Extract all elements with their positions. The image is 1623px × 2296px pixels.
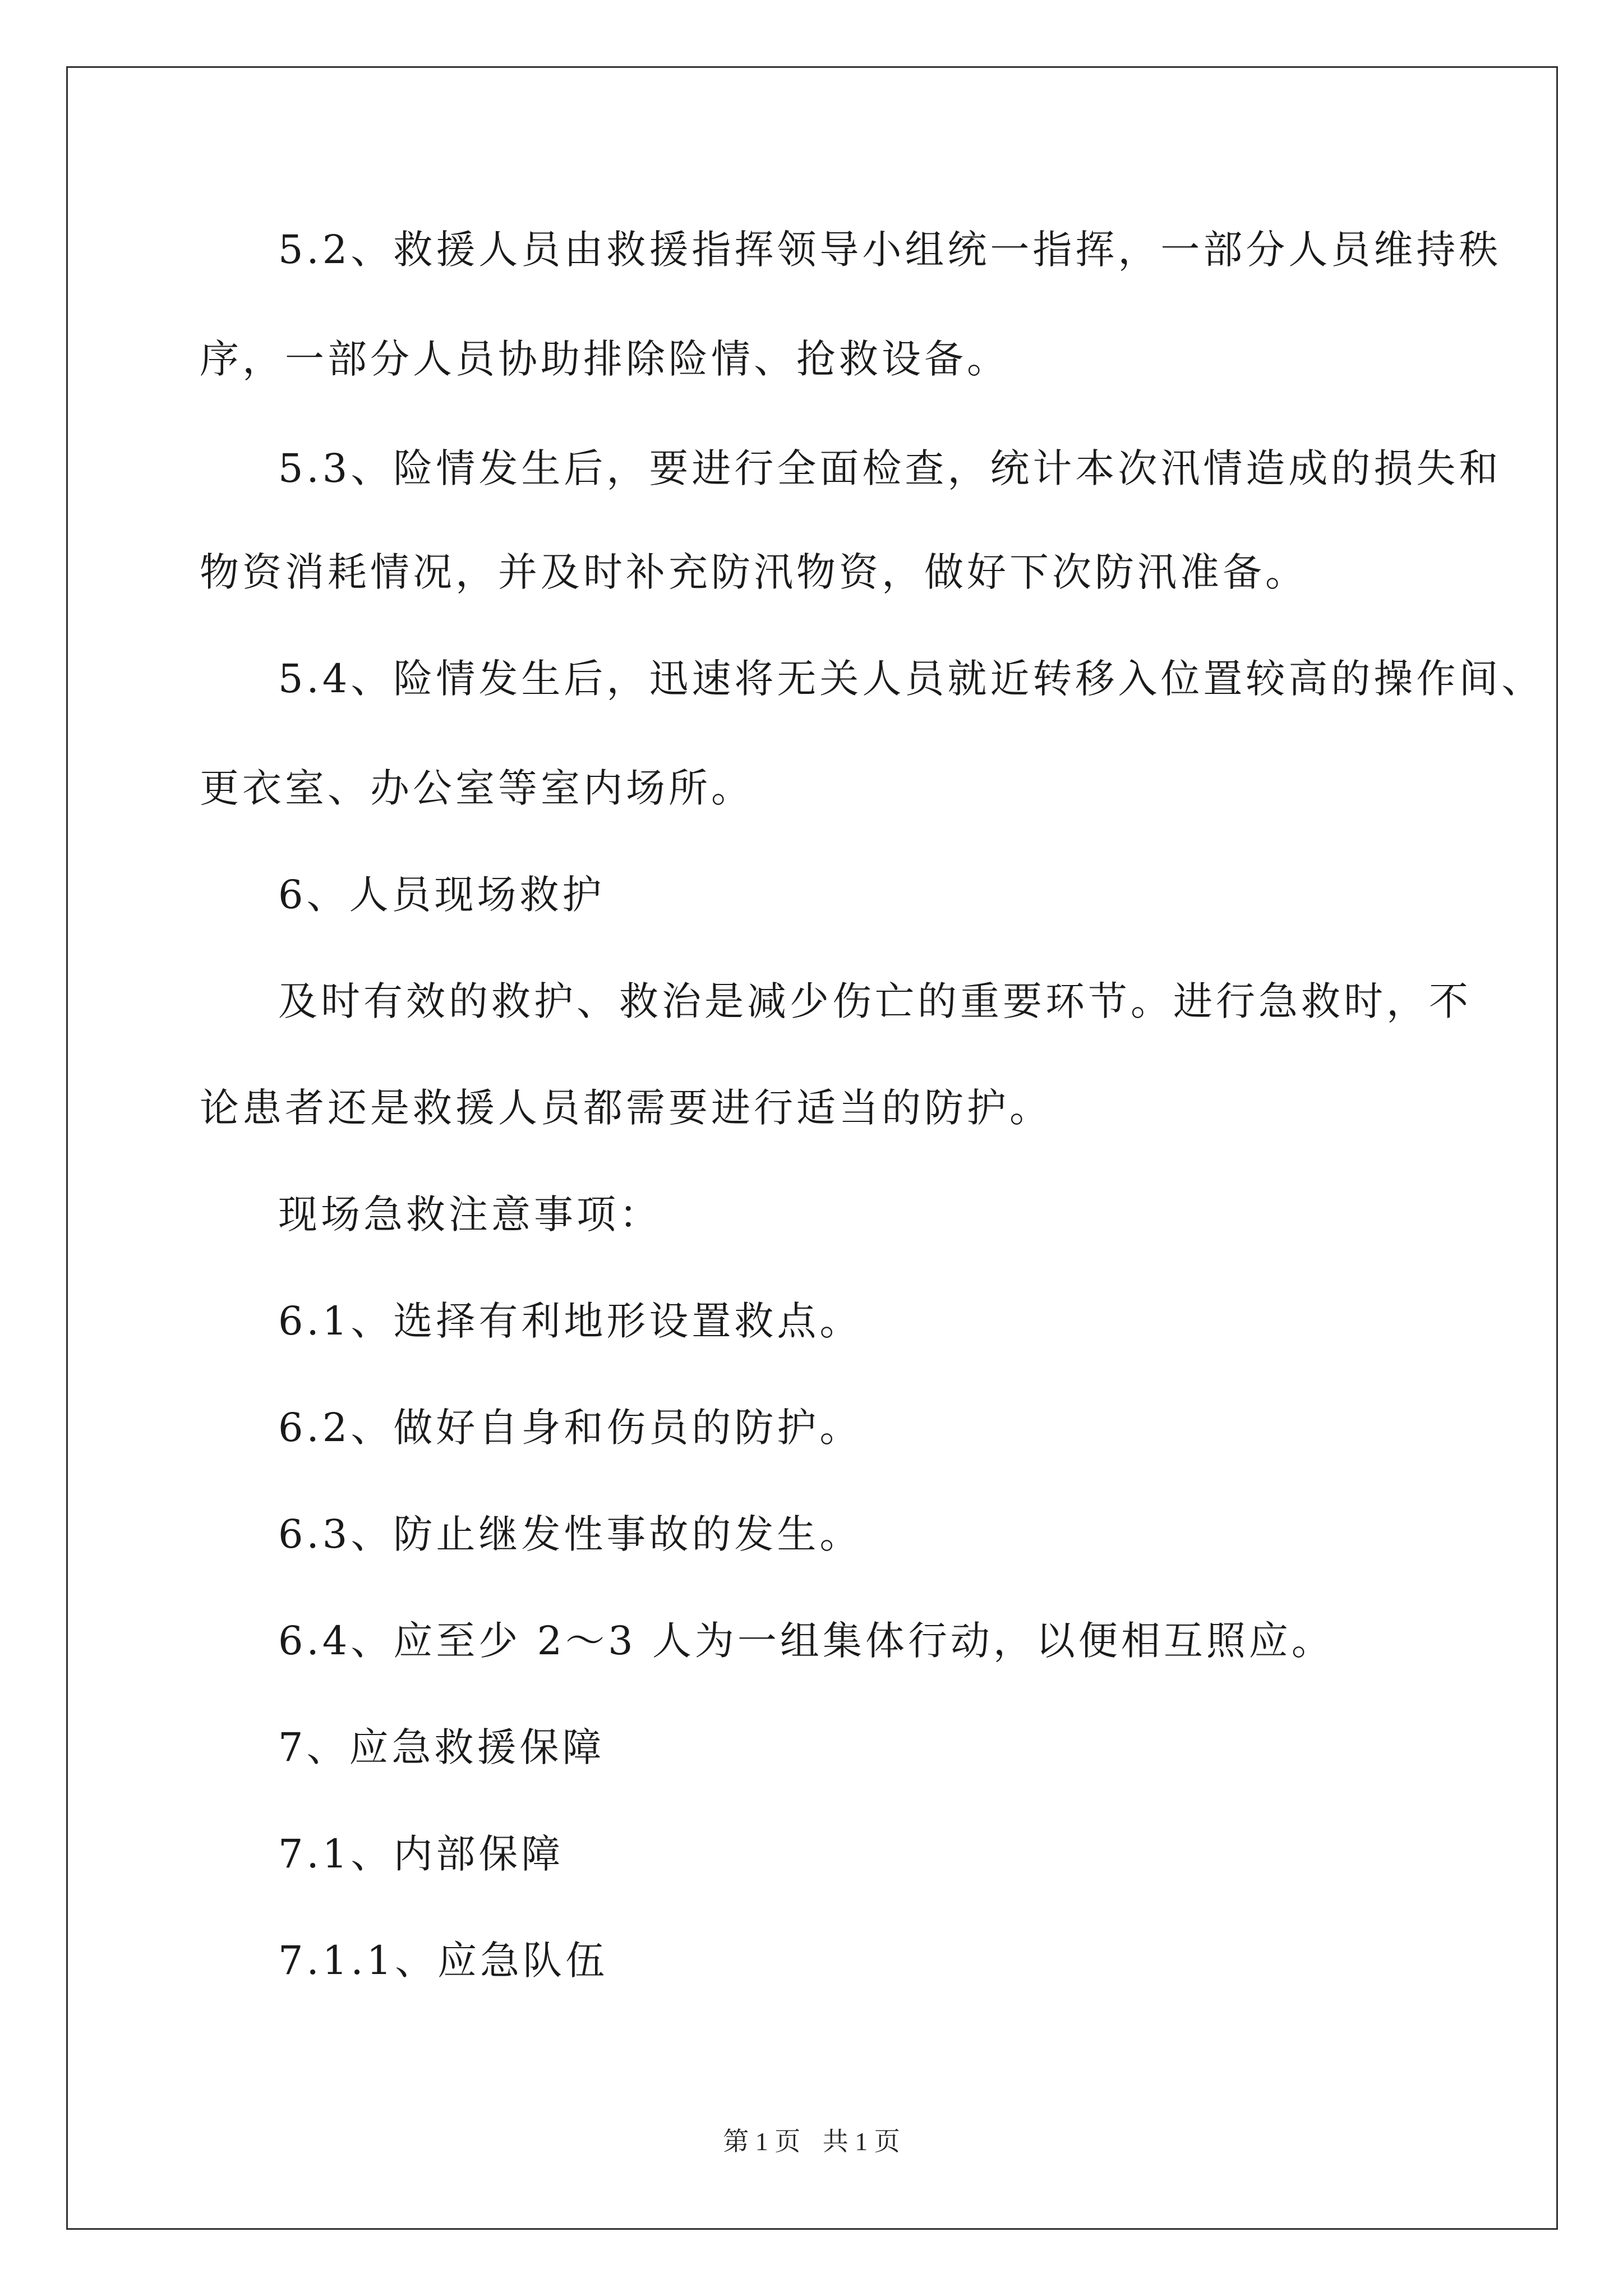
list-item: 6.3、防止继发性事故的发生。 [278,1511,863,1557]
list-item: 6.2、做好自身和伤员的防护。 [278,1405,863,1451]
paragraph-line: 物资消耗情况，并及时补充防汛物资，做好下次防汛准备。 [200,549,1308,595]
list-item: 6.1、选择有利地形设置救点。 [278,1298,863,1344]
paragraph-line: 5.3、险情发生后，要进行全面检查，统计本次汛情造成的损失和 [278,445,1502,491]
section-heading: 7、应急救援保障 [278,1724,605,1770]
paragraph-line: 5.4、险情发生后，迅速将无关人员就近转移入位置较高的操作间、 [278,656,1544,702]
subsection-heading: 7.1、内部保障 [278,1831,564,1877]
subsection-heading: 7.1.1、应急队伍 [278,1938,608,1984]
page-border [66,66,1558,2230]
page-number: 第 1 页 [723,2127,801,2156]
paragraph-line: 论患者还是救援人员都需要进行适当的防护。 [200,1085,1052,1131]
list-item: 6.4、应至少 2～3 人为一组集体行动，以便相互照应。 [278,1618,1334,1664]
page-footer [0,2126,1623,2157]
paragraph-line: 5.2、救援人员由救援指挥领导小组统一指挥，一部分人员维持秩 [278,227,1502,273]
page-total: 共 1 页 [822,2127,900,2156]
paragraph-line: 更衣室、办公室等室内场所。 [200,765,754,811]
paragraph-line: 现场急救注意事项： [278,1191,662,1237]
section-heading: 6、人员现场救护 [278,872,605,918]
paragraph-line: 序，一部分人员协助排除险情、抢救设备。 [200,336,1009,382]
paragraph-line: 及时有效的救护、救治是减少伤亡的重要环节。进行急救时，不 [278,978,1472,1024]
